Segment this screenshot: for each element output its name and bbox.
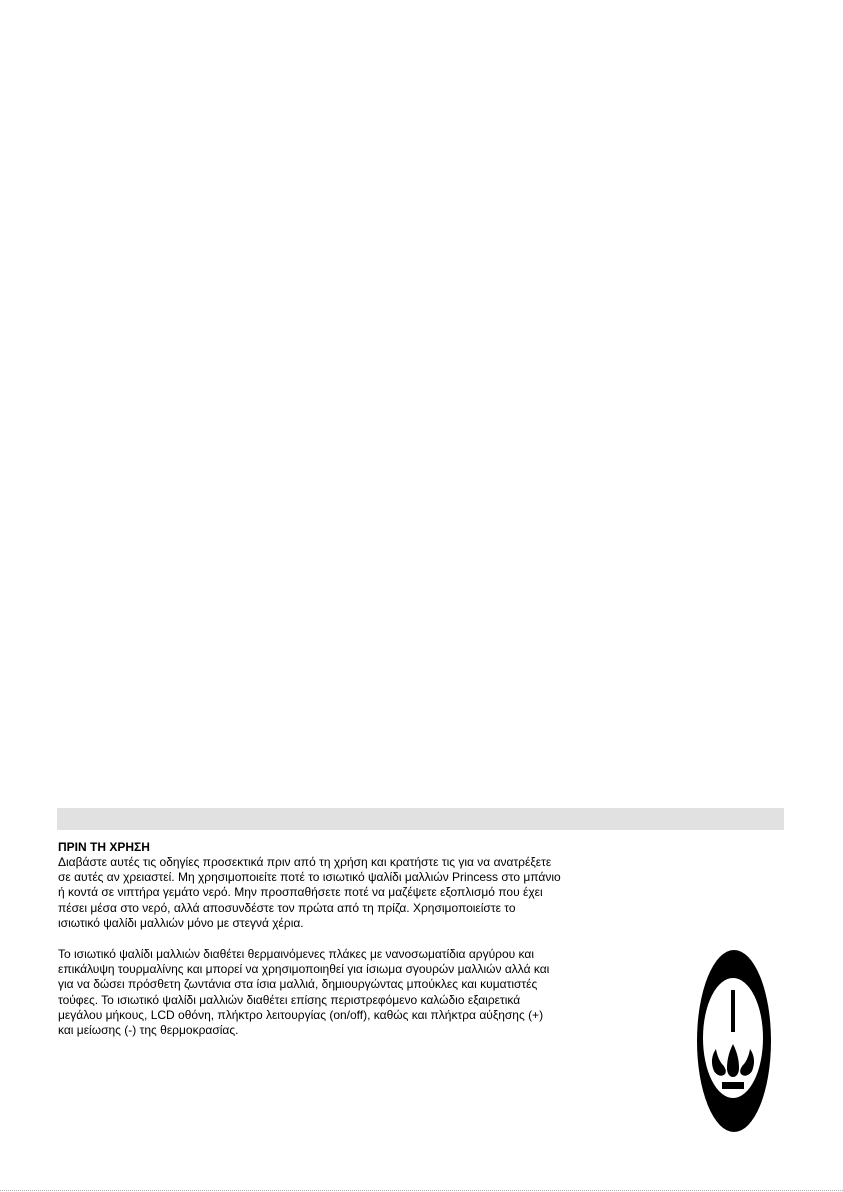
- paragraph-line: Το ισιωτικό ψαλίδι μαλλιών διαθέτει θερμαινόμενες πλάκες με νανοσωματίδια αργύρου και: [58, 947, 534, 961]
- paragraph-line: πέσει μέσα στο νερό, αλλά αποσυνδέστε τον πρώτα από τη πρίζα. Χρησιμοποιείστε το: [58, 900, 516, 915]
- paragraph-line: και μείωσης (-) της θερμοκρασίας.: [58, 1023, 239, 1038]
- princess-crown-logo-icon: [697, 950, 771, 1132]
- paragraph-instructions: [58, 855, 658, 931]
- paragraph-line: ή κοντά σε νιπτήρα γεμάτο νερό. Μην προσπαθήσετε ποτέ να μαζέψετε εξοπλισμό που έχει: [58, 885, 543, 900]
- paragraph-line: για να δώσει πρόσθετη ζωντάνια στα ίσια μαλλιά, δημιουργώντας μπούκλες και κυματιστές: [58, 977, 538, 992]
- paragraph-line: επικάλυψη τουρμαλίνης και μπορεί να χρησιμοποιηθεί για ίσιωμα σγουρών μαλλιών αλλά και: [58, 962, 550, 977]
- section-header-bar: [57, 808, 784, 830]
- paragraph-line: ισιωτικό ψαλίδι μαλλιών μόνο με στεγνά χέρια.: [58, 915, 304, 930]
- paragraph-line: Διαβάστε αυτές τις οδηγίες προσεκτικά πριν από τη χρήση και κρατήστε τις για να ανατρέξετε: [58, 855, 552, 869]
- paragraph-line: τούφες. Το ισιωτικό ψαλίδι μαλλιών διαθέτει επίσης περιστρεφόμενο καλώδιο εξαιρετικά: [58, 992, 521, 1007]
- section-title: ΠΡΙΝ ΤΗ ΧΡΗΣΗ: [58, 840, 150, 854]
- paragraph-line: μεγάλου μήκους, LCD οθόνη, πλήκτρο λειτουργίας (on/off), καθώς και πλήκτρα αύξησης (+): [58, 1007, 544, 1022]
- paragraph-description: [58, 947, 658, 1038]
- paragraph-line: σε αυτές αν χρειαστεί. Μη χρησιμοποιείτε ποτέ το ισιωτικό ψαλίδι μαλλιών Princess στο μπάνιο: [58, 870, 561, 885]
